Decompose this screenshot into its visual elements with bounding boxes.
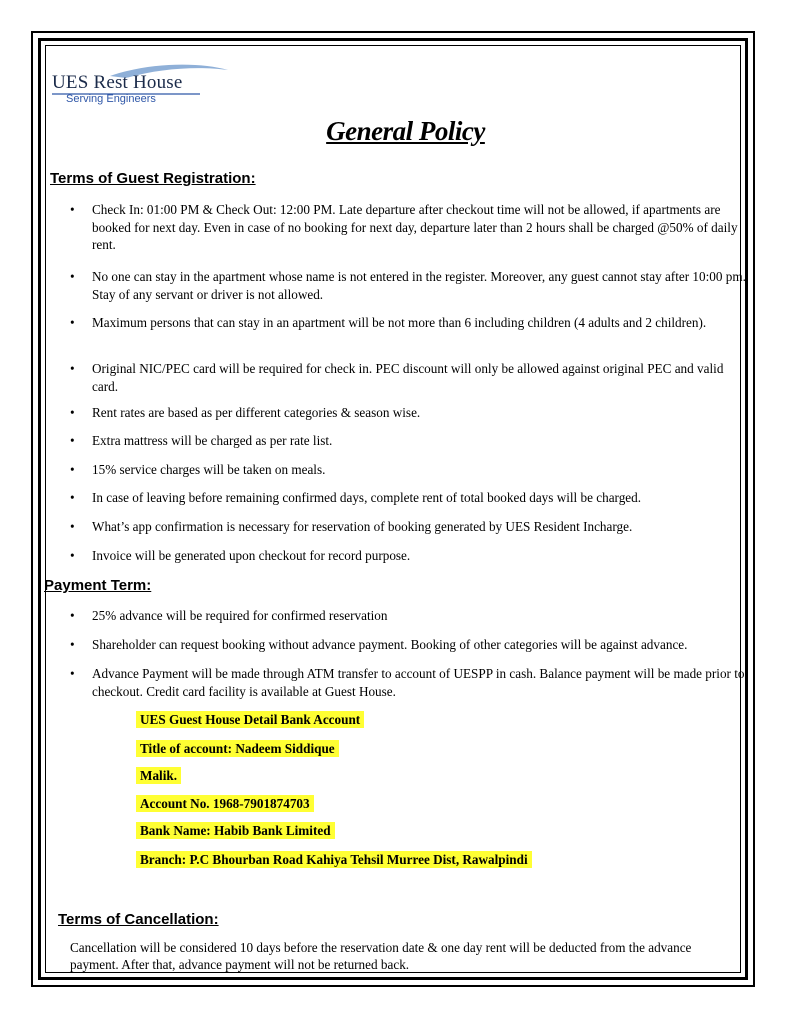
bank-account-heading: UES Guest House Detail Bank Account [136,711,364,728]
list-item [70,636,746,654]
page-title: General Policy [326,116,485,146]
bullet-icon: • [70,315,75,330]
logo-subtitle: Serving Engineers [66,93,156,105]
list-item-text: In case of leaving before remaining confirmed days, complete rent of total booked days will be charged. [92,490,642,505]
cancellation-text: Cancellation will be considered 10 days before the reservation date & one day rent will be deducted from the advance payment. After that, advance payment will not be returned back. [70,940,692,972]
list-item-text: Maximum persons that can stay in an apartment will be not more than 6 including children (4 adults and 2 children). [92,315,707,330]
bullet-icon: • [70,202,75,217]
bullet-icon: • [70,666,75,681]
list-item [70,461,746,479]
bullet-icon: • [70,269,75,284]
logo-title: UES Rest House [52,72,183,93]
list-item [70,360,746,395]
list-item-text: Extra mattress will be charged as per rate list. [92,433,333,448]
list-item-text: Shareholder can request booking without advance payment. Booking of other categories will be against advance. [92,637,688,652]
bullet-icon: • [70,519,75,534]
bullet-icon: • [70,608,75,623]
bullet-icon: • [70,405,75,420]
registration-heading: Terms of Guest Registration: [50,170,256,187]
bank-branch: Branch: P.C Bhourban Road Kahiya Tehsil Murree Dist, Rawalpindi [136,851,532,868]
bullet-icon: • [70,433,75,448]
list-item-text: 15% service charges will be taken on meals. [92,462,326,477]
list-item [70,489,746,507]
bullet-icon: • [70,361,75,376]
list-item-text: 25% advance will be required for confirmed reservation [92,608,388,623]
bank-account-title: Title of account: Nadeem Siddique [136,740,339,757]
bank-account-number: Account No. 1968-7901874703 [136,795,314,812]
list-item [70,432,746,450]
list-item-text: Rent rates are based as per different categories & season wise. [92,405,421,420]
bullet-icon: • [70,637,75,652]
list-item [70,607,746,625]
bullet-icon: • [70,490,75,505]
bullet-icon: • [70,462,75,477]
list-item [70,314,746,332]
list-item-text: What’s app confirmation is necessary for reservation of booking generated by UES Resident Incharge. [92,519,633,534]
list-item [70,547,746,565]
list-item-text: Invoice will be generated upon checkout for record purpose. [92,548,411,563]
list-item [70,268,750,303]
list-item [70,665,746,700]
ues-logo [52,72,232,112]
list-item-text: No one can stay in the apartment whose name is not entered in the register. Moreover, any guest cannot stay after 10:00 pm. Stay of any servant or driver is not allowed. [92,269,750,302]
list-item [70,518,746,536]
list-item [70,404,746,422]
payment-heading: Payment Term: [44,577,152,594]
list-item-text: Check In: 01:00 PM & Check Out: 12:00 PM. Late departure after checkout time will not be allowed, if apartments are booked for next day. Even in case of no booking for next day, departure later than 2 hours shall be charged @50% of daily rent. [92,202,741,252]
bank-account-title-cont: Malik. [136,767,181,784]
list-item-text: Advance Payment will be made through ATM transfer to account of UESPP in cash. Balance payment will be made prior to checkout. Credit card facility is available at Guest House. [92,666,748,699]
list-item [70,201,746,254]
cancellation-heading: Terms of Cancellation: [58,911,219,928]
bank-name: Bank Name: Habib Bank Limited [136,822,335,839]
bullet-icon: • [70,548,75,563]
list-item-text: Original NIC/PEC card will be required for check in. PEC discount will only be allowed against original PEC and valid card. [92,361,727,394]
